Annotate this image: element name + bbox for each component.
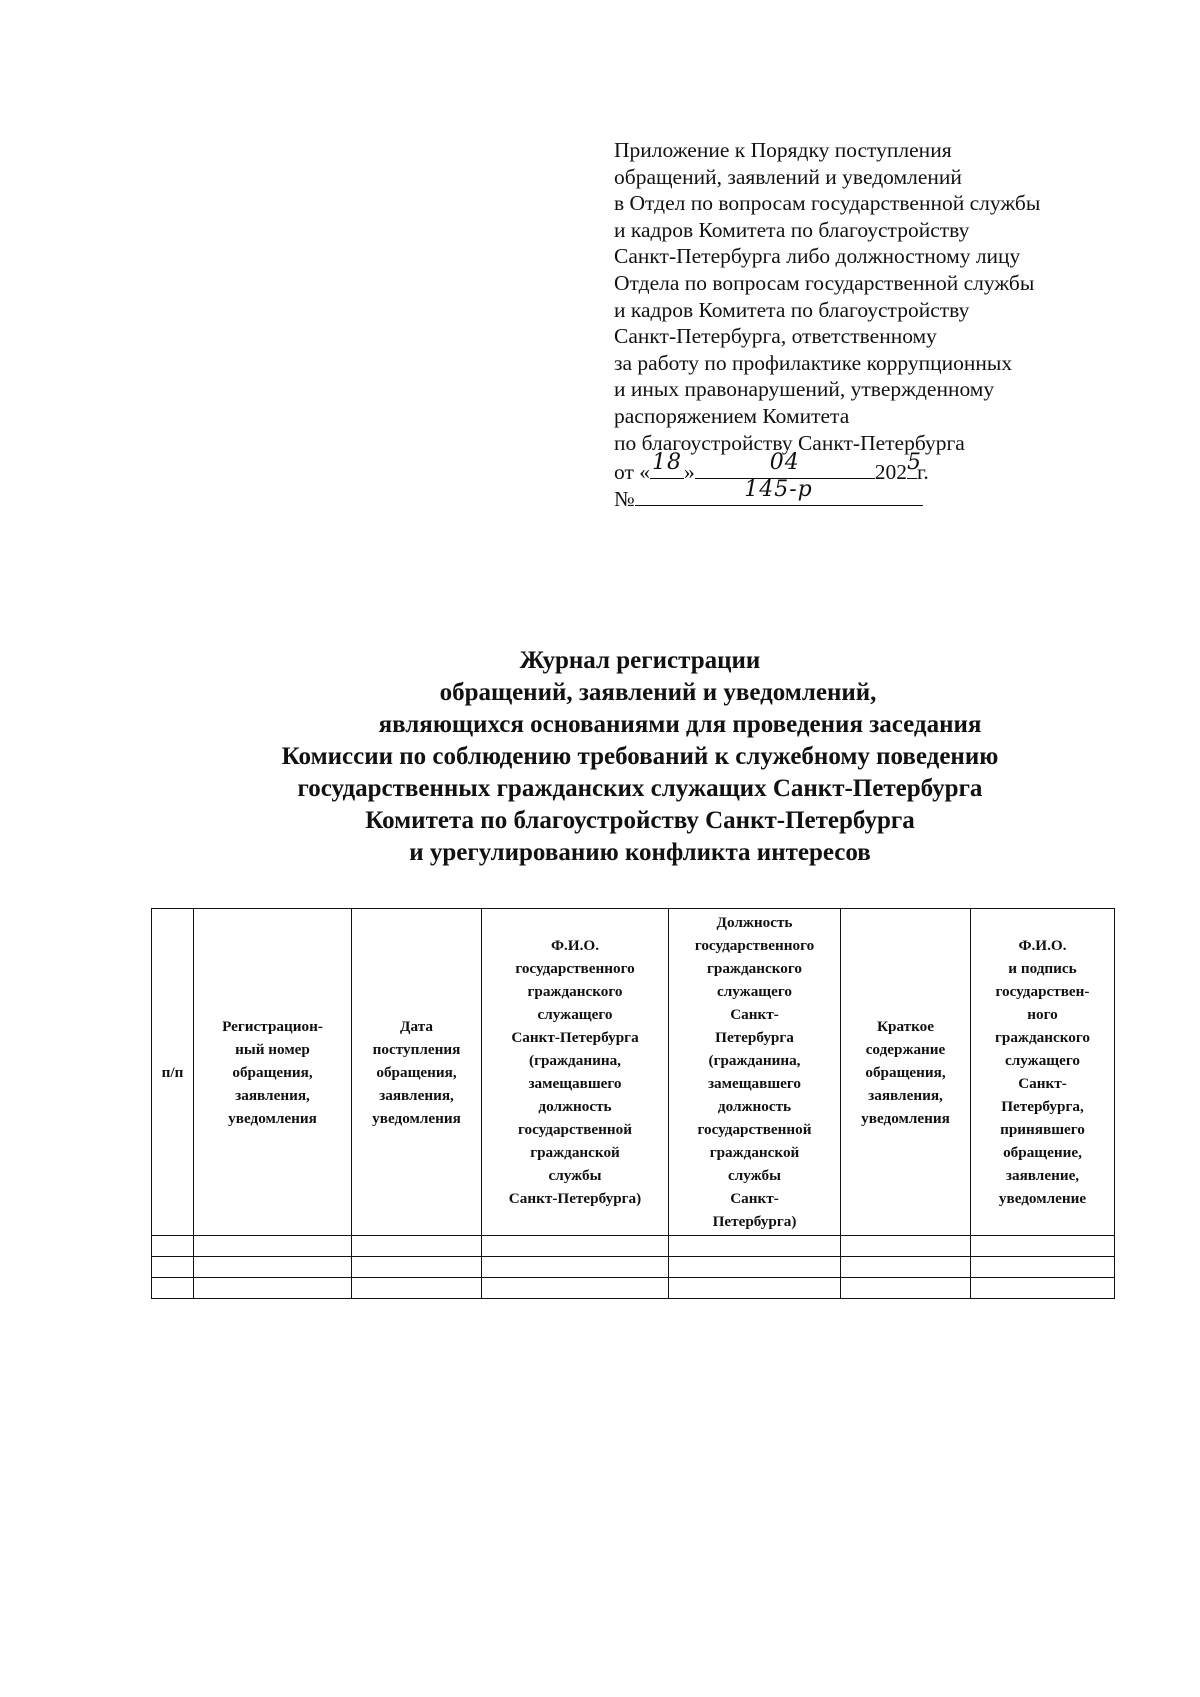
- table-cell: [194, 1278, 352, 1299]
- date-prefix: от «: [614, 460, 650, 485]
- column-header-7: [971, 909, 1115, 1236]
- column-header-line: Ф.И.О.: [1018, 937, 1067, 954]
- column-header-line: уведомления: [861, 1109, 950, 1127]
- number-handwritten: 145-р: [744, 476, 813, 502]
- table-body: [152, 1236, 1115, 1299]
- column-header-5: [669, 909, 841, 1236]
- table-cell: [971, 1236, 1115, 1257]
- table-cell: [152, 1278, 194, 1299]
- column-header-line: гражданского: [707, 960, 802, 977]
- title-line: Журнал регистрации: [519, 647, 761, 674]
- column-header-line: гражданского: [527, 983, 623, 1000]
- appendix-line: распоряжением Комитета: [614, 403, 850, 428]
- table-cell: [669, 1278, 841, 1299]
- column-header-line: заявления,: [235, 1086, 310, 1104]
- date-year-field: [907, 450, 922, 479]
- column-header-line: обращения,: [865, 1063, 946, 1081]
- column-header-line: принявшего: [1000, 1121, 1085, 1138]
- column-header-line: Должность: [716, 914, 793, 931]
- column-header-line: уведомления: [228, 1109, 317, 1127]
- table-cell: [152, 1236, 194, 1257]
- table-row: [152, 1236, 1115, 1257]
- number-field: [635, 476, 923, 506]
- column-header-line: государственной: [697, 1121, 812, 1138]
- column-header-line: Петербурга): [712, 1213, 797, 1230]
- column-header-2: [194, 909, 352, 1236]
- appendix-line: за работу по профилактике коррупционных: [614, 350, 1013, 375]
- table-cell: [841, 1257, 971, 1278]
- appendix-line: Приложение к Порядку поступления: [614, 138, 952, 162]
- date-day-handwritten: 18: [652, 450, 682, 476]
- date-quote-close: »: [684, 460, 695, 485]
- table-cell: [352, 1257, 482, 1278]
- date-suffix: г.: [917, 460, 929, 485]
- column-header-line: Краткое: [876, 1017, 934, 1035]
- column-header-line: Санкт-: [730, 1006, 779, 1023]
- appendix-line: Санкт-Петербурга либо должностному лицу: [614, 244, 1021, 269]
- journal-title: [180, 645, 1100, 869]
- date-month-handwritten: 04: [769, 450, 800, 476]
- column-header-line: обращения,: [232, 1063, 313, 1081]
- column-header-line: Ф.И.О.: [550, 937, 600, 954]
- column-header-line: п/п: [161, 1063, 184, 1081]
- appendix-line: обращений, заявлений и уведомлений: [614, 164, 962, 189]
- column-header-line: Регистрацион-: [222, 1017, 323, 1035]
- column-header-1: [152, 909, 194, 1236]
- column-header-line: служащего: [1005, 1052, 1080, 1069]
- column-header-line: замещавшего: [528, 1075, 622, 1092]
- title-line: государственных гражданских служащих Санкт-Петербурга: [297, 775, 983, 802]
- column-header-line: ный номер: [235, 1040, 310, 1058]
- appendix-line: по благоустройству Санкт-Петербурга: [614, 430, 965, 455]
- column-header-line: поступления: [372, 1040, 461, 1058]
- table-cell: [194, 1257, 352, 1278]
- column-header-line: заявления,: [379, 1086, 454, 1104]
- appendix-line: Санкт-Петербурга, ответственному: [614, 324, 937, 349]
- date-year-handwritten: 5: [907, 450, 922, 476]
- column-header-line: службы: [728, 1167, 781, 1184]
- appendix-line: Отдела по вопросам государственной службы: [614, 270, 1035, 295]
- column-header-line: службы: [548, 1167, 602, 1184]
- number-prefix: №: [614, 486, 635, 511]
- table-cell: [482, 1257, 669, 1278]
- column-header-line: (гражданина,: [529, 1052, 621, 1069]
- column-header-line: служащего: [537, 1006, 613, 1023]
- registration-table: [151, 908, 1115, 1299]
- column-header-line: уведомление: [998, 1190, 1087, 1207]
- number-line: [614, 476, 1134, 511]
- column-header-line: (гражданина,: [708, 1052, 801, 1069]
- appendix-line: и кадров Комитета по благоустройству: [614, 297, 970, 322]
- table-cell: [482, 1278, 669, 1299]
- date-day-field: [650, 450, 684, 479]
- title-line: и урегулированию конфликта интересов: [409, 839, 871, 866]
- table-cell: [971, 1278, 1115, 1299]
- title-line: Комиссии по соблюдению требований к служебному поведению: [281, 743, 999, 770]
- column-header-line: заявления,: [868, 1086, 943, 1104]
- column-header-line: Санкт-Петербурга: [511, 1029, 639, 1046]
- column-header-line: и подпись: [1008, 960, 1077, 977]
- title-line: обращений, заявлений и уведомлений,: [439, 679, 877, 706]
- column-header-line: обращение,: [1003, 1144, 1082, 1161]
- table-cell: [194, 1236, 352, 1257]
- column-header-line: Петербурга: [715, 1029, 794, 1046]
- table-cell: [841, 1236, 971, 1257]
- column-header-line: Петербурга,: [1001, 1098, 1084, 1115]
- title-line: являющихся основаниями для проведения заседания: [378, 711, 982, 738]
- column-header-line: ного: [1027, 1006, 1058, 1023]
- column-header-line: гражданской: [709, 1144, 800, 1161]
- table-cell: [352, 1236, 482, 1257]
- table-row: [152, 1257, 1115, 1278]
- column-header-line: Дата: [400, 1017, 433, 1035]
- column-header-line: должность: [717, 1098, 792, 1115]
- table-cell: [669, 1236, 841, 1257]
- column-header-line: заявление,: [1005, 1167, 1080, 1184]
- column-header-line: служащего: [717, 983, 792, 1000]
- date-year-prefix: 202: [874, 460, 907, 485]
- table-cell: [152, 1257, 194, 1278]
- title-line: Комитета по благоустройству Санкт-Петербурга: [365, 807, 915, 834]
- column-header-line: гражданской: [530, 1144, 620, 1161]
- appendix-line: и иных правонарушений, утвержденному: [614, 377, 995, 402]
- date-month-field: [695, 450, 875, 479]
- appendix-block: [614, 137, 1134, 509]
- column-header-line: содержание: [865, 1040, 946, 1058]
- column-header-line: замещавшего: [707, 1075, 802, 1092]
- column-header-line: Санкт-: [1018, 1075, 1067, 1092]
- table-cell: [482, 1236, 669, 1257]
- column-header-line: должность: [538, 1098, 612, 1115]
- column-header-4: [482, 909, 669, 1236]
- column-header-3: [352, 909, 482, 1236]
- table-cell: [971, 1257, 1115, 1278]
- column-header-line: государственного: [515, 960, 635, 977]
- column-header-line: уведомления: [372, 1109, 461, 1127]
- column-header-line: обращения,: [376, 1063, 457, 1081]
- column-header-line: Санкт-: [730, 1190, 779, 1207]
- appendix-line: и кадров Комитета по благоустройству: [614, 217, 970, 242]
- table-cell: [841, 1278, 971, 1299]
- column-header-line: государственного: [694, 937, 815, 954]
- table-row: [152, 1278, 1115, 1299]
- column-header-line: гражданского: [995, 1029, 1090, 1046]
- column-header-line: государствен-: [995, 983, 1090, 1000]
- table-cell: [669, 1257, 841, 1278]
- appendix-line: в Отдел по вопросам государственной службы: [614, 191, 1041, 216]
- table-header-row: [152, 909, 1115, 1236]
- column-header-6: [841, 909, 971, 1236]
- table-cell: [352, 1278, 482, 1299]
- column-header-line: государственной: [517, 1121, 632, 1138]
- column-header-line: Санкт-Петербурга): [508, 1190, 642, 1207]
